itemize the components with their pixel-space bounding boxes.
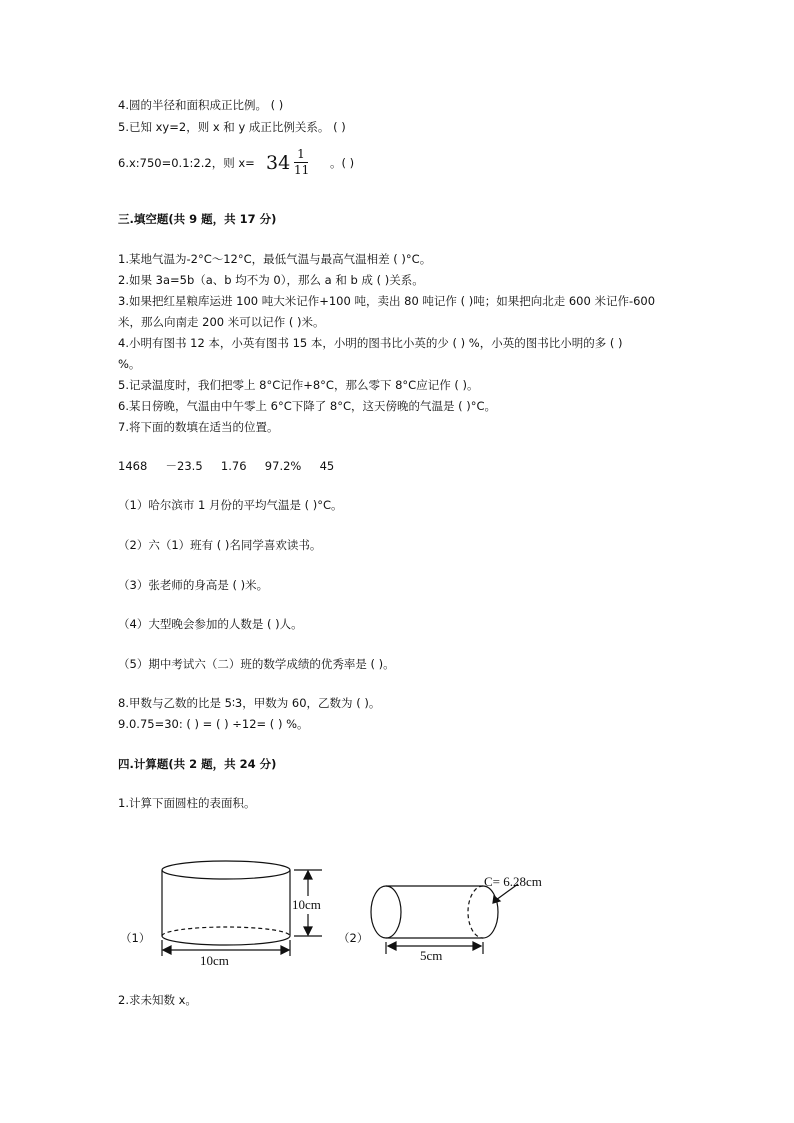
- cylinder-left-ellipse: [371, 886, 401, 938]
- fill-question-7: 7.将下面的数填在适当的位置。: [118, 420, 279, 434]
- figure-1-label: （1）: [120, 931, 151, 945]
- judge-question-6-suffix: 。( ): [330, 156, 355, 170]
- height-arrowhead-down: [304, 927, 312, 935]
- fill-sub-2: （2）六（1）班有 ( )名同学喜欢读书。: [118, 538, 322, 552]
- mixed-number-whole: 34: [266, 152, 291, 174]
- upright-cylinder: [162, 861, 322, 956]
- figure-2-length-label: 5cm: [420, 948, 443, 963]
- cylinder-right-front: [483, 886, 498, 938]
- fill-sub-3: （3）张老师的身高是 ( )米。: [118, 578, 269, 592]
- calc-question-2: 2.求未知数 x。: [118, 993, 197, 1007]
- section-3-title: 三.填空题(共 9 题，共 17 分): [118, 212, 277, 226]
- judge-question-4: 4.圆的半径和面积成正比例。 ( ): [118, 98, 284, 112]
- fill-sub-1: （1）哈尔滨市 1 月份的平均气温是 ( )°C。: [118, 498, 343, 512]
- fill-question-8: 8.甲数与乙数的比是 5∶3，甲数为 60，乙数为 ( )。: [118, 696, 381, 710]
- fill-question-3-line1: 3.如果把红星粮库运进 100 吨大米记作+100 吨，卖出 80 吨记作 ( )吨；如果把向北走 600 米记作-600: [118, 294, 656, 308]
- fill-question-2: 2.如果 3a=5b（a、b 均不为 0），那么 a 和 b 成 ( )关系。: [118, 273, 424, 287]
- figure-2-label: （2）: [338, 931, 369, 945]
- fill-question-4-line2: %。: [118, 357, 141, 371]
- fill-sub-4: （4）大型晚会参加的人数是 ( )人。: [118, 617, 303, 631]
- fill-question-5: 5.记录温度时，我们把零上 8°C记作+8°C，那么零下 8°C应记作 ( )。: [118, 378, 479, 392]
- fill-question-4-line1: 4.小明有图书 12 本，小英有图书 15 本，小明的图书比小英的少 ( ) %，小英的图书比小明的多 ( ): [118, 336, 623, 350]
- calc-question-1: 1.计算下面圆柱的表面积。: [118, 796, 256, 810]
- judge-question-5: 5.已知 xy=2，则 x 和 y 成正比例关系。 ( ): [118, 120, 346, 134]
- height-arrowhead-up: [304, 871, 312, 879]
- fill-question-3-line2: 米，那么向南走 200 米可以记作 ( )米。: [118, 315, 325, 329]
- fraction-denominator: 11: [294, 163, 310, 177]
- section-4-title: 四.计算题(共 2 题，共 24 分): [118, 757, 277, 771]
- circumference-pointer: [496, 884, 518, 900]
- fill-question-6: 6.某日傍晚，气温由中午零上 6°C下降了 8°C，这天傍晚的气温是 ( )°C。: [118, 399, 497, 413]
- figure-1-height-label: 10cm: [292, 897, 321, 912]
- length-arrowhead-right: [473, 942, 481, 950]
- judge-question-6-prefix: 6.x:750=0.1:2.2，则 x=: [118, 156, 255, 170]
- figure-1-diameter-label: 10cm: [200, 953, 229, 968]
- fraction-numerator: 1: [297, 147, 305, 161]
- length-arrowhead-left: [388, 942, 396, 950]
- cylinder-right-back: [468, 886, 483, 938]
- cylinder-top-ellipse: [162, 861, 290, 879]
- diameter-arrowhead-right: [281, 946, 289, 954]
- figure-2-circumference-label: C= 6.28cm: [484, 874, 542, 889]
- fill-question-1: 1.某地气温为-2°C～12°C，最低气温与最高气温相差 ( )°C。: [118, 252, 432, 266]
- fill-question-9: 9.0.75=30: ( ) = ( ) ÷12= ( ) %。: [118, 717, 309, 731]
- cylinder-bottom-front: [162, 936, 290, 945]
- diameter-arrowhead-left: [163, 946, 171, 954]
- fill-sub-5: （5）期中考试六（二）班的数学成绩的优秀率是 ( )。: [118, 657, 395, 671]
- horizontal-cylinder: [371, 884, 518, 954]
- mixed-number-fraction: [294, 148, 308, 177]
- number-list: 1468 －23.5 1.76 97.2% 45: [118, 459, 335, 473]
- cylinder-bottom-back: [162, 927, 290, 936]
- circumference-arrowhead: [493, 896, 500, 903]
